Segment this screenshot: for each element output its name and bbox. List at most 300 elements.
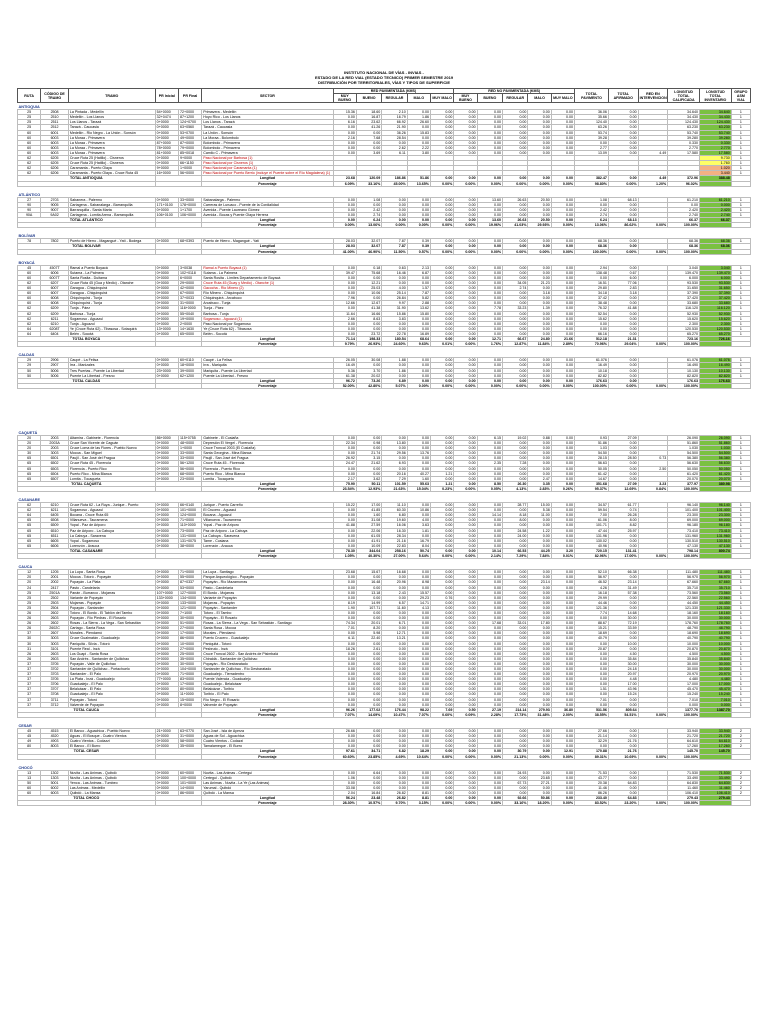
table-cell: 39.280	[700, 135, 732, 140]
table-cell: 62	[18, 306, 41, 311]
table-cell: 12.21	[356, 281, 381, 286]
table-cell: 6003	[41, 145, 69, 150]
table-cell: 0.00	[454, 610, 477, 615]
table-cell: 0+0000	[155, 311, 178, 316]
table-cell: 0.00	[477, 667, 502, 672]
longitud-row-value: 32.07	[356, 244, 381, 249]
table-cell: 0.00	[551, 661, 574, 666]
longitud-row-value: 1.21	[431, 481, 454, 486]
table-cell: 0.00	[382, 456, 407, 461]
table-cell: 56.970	[700, 575, 732, 580]
table-cell: 0.00	[454, 513, 477, 518]
table-cell: 0.00	[356, 140, 381, 145]
table-cell: Certegui - Quibdó	[202, 775, 333, 780]
table-cell: 48+0000	[178, 441, 201, 446]
table-cell: 1.81	[407, 528, 430, 533]
table-cell: 26.82	[382, 791, 407, 796]
table-cell: 0.00	[503, 702, 528, 707]
table-cell: 16.66	[356, 311, 381, 316]
table-cell: 110+0000	[178, 523, 201, 528]
table-cell: 21.720	[700, 734, 732, 739]
department-header-row	[18, 232, 751, 239]
table-cell: 0.00	[382, 641, 407, 646]
table-cell: La Lupa - Santiago	[202, 570, 333, 575]
table-cell: 0.67	[608, 270, 638, 275]
table-cell: 0.00	[407, 125, 430, 130]
table-cell: 1	[731, 580, 750, 585]
table-cell: 0.00	[551, 702, 574, 707]
porcentaje-row-value: 0.00%	[528, 181, 551, 186]
table-cell: 0.00	[503, 291, 528, 296]
table-cell: Guadualejo - Tierradentro	[202, 672, 333, 677]
table-cell: 0.00	[333, 115, 356, 120]
table-cell: 6.00	[608, 275, 638, 280]
table-cell: 1	[731, 533, 750, 538]
table-cell: Puerto de Hierro - Magangué - Yatí	[202, 239, 333, 244]
table-cell: 14.99	[356, 600, 381, 605]
table-cell: 12.66	[333, 301, 356, 306]
table-cell: 9.97	[382, 301, 407, 306]
table-cell: Valverde de Popayán	[202, 702, 333, 707]
table-cell: 0.88	[528, 435, 551, 440]
table-cell: 0.00	[551, 513, 574, 518]
table-cell: 1	[731, 358, 750, 363]
table-cell: 1	[731, 311, 750, 316]
table-cell: 0.00	[608, 207, 638, 212]
table-cell: La Moraa - Bolombolo	[202, 135, 333, 140]
table-cell: 0.00	[431, 265, 454, 270]
table-cell: 20	[18, 580, 41, 585]
porcentaje-row-value: 0.00%	[407, 223, 430, 228]
col-group-no-pavimentada: RED NO PAVIMENTADA (KMS)	[454, 89, 575, 94]
table-cell: 0.00	[477, 744, 502, 749]
table-cell: 6006	[41, 270, 69, 275]
table-cell: 22.06	[356, 528, 381, 533]
table-cell: 2.77	[575, 145, 609, 150]
table-cell: 0.00	[551, 734, 574, 739]
table-cell: Caupé - La Felisa	[202, 358, 333, 363]
table-cell: 7.28	[503, 461, 528, 466]
table-cell: 9A02	[41, 212, 69, 217]
table-cell: 65.270	[700, 331, 732, 336]
table-cell: 31.08	[356, 518, 381, 523]
longitud-row-value: 23.48	[356, 796, 381, 801]
table-cell: 22.78	[382, 331, 407, 336]
table-cell: 0.00	[407, 140, 430, 145]
table-cell: 14.68	[608, 610, 638, 615]
table-cell: 0.00	[608, 115, 638, 120]
table-cell: 79+0000	[178, 145, 201, 150]
table-cell: 1	[731, 373, 750, 378]
table-cell: 0.00	[608, 311, 638, 316]
longitud-row-value: 0.00	[454, 337, 477, 342]
table-cell: 3705	[41, 661, 69, 666]
table-cell: 1	[731, 667, 750, 672]
table-cell: 0+0000	[155, 291, 178, 296]
longitud-row-value: 0.00	[431, 749, 454, 754]
longitud-row-value: 279.43	[668, 796, 700, 801]
table-cell: 0.00	[503, 739, 528, 744]
table-cell: 0.00	[356, 692, 381, 697]
table-cell: 1	[731, 595, 750, 600]
table-cell: 20.16	[382, 471, 407, 476]
table-cell: 0.00	[608, 451, 638, 456]
table-cell: 0.00	[382, 446, 407, 451]
table-cell: 0.00	[477, 697, 502, 702]
table-cell: 13.21	[382, 636, 407, 641]
table-cell: 0.00	[575, 202, 609, 207]
longitud-row-value: 66.37	[668, 218, 700, 223]
porcentaje-row-label: Porcentaje	[202, 383, 333, 388]
table-cell: 61.076	[575, 358, 609, 363]
longitud-row-label: Longitud	[202, 749, 333, 754]
table-cell: 0.00	[356, 616, 381, 621]
table-cell: 6209	[41, 306, 69, 311]
porcentaje-row-value: 7.29%	[503, 554, 528, 559]
table-cell: 87+1200	[178, 115, 201, 120]
table-cell: 0.00	[333, 265, 356, 270]
table-cell: 55+0040	[178, 311, 201, 316]
porcentaje-row-value: 86.62%	[608, 223, 638, 228]
table-cell: 2+0000	[178, 321, 201, 326]
table-cell: 42+0000	[178, 286, 201, 291]
table-cell: 2	[731, 739, 750, 744]
table-cell: 2703	[41, 197, 69, 202]
longitud-row-value: 531.56	[575, 707, 609, 712]
longitud-row-title: TOTAL CAQUETÁ	[18, 481, 156, 486]
table-cell: 0.00	[551, 651, 574, 656]
porcentaje-row-value: 100.00%	[668, 342, 700, 347]
table-cell: 7.010	[668, 697, 700, 702]
table-cell: 0.00	[528, 373, 551, 378]
table-cell: Villanueva - Tauramena	[68, 518, 155, 523]
table-cell: 0.00	[382, 321, 407, 326]
table-cell: 67.660	[668, 580, 700, 585]
table-cell: 15.00	[528, 503, 551, 508]
table-cell: Aguas - El Bosque - Cuatro Vientos	[68, 734, 155, 739]
table-cell: Valverde de Popayán	[68, 702, 155, 707]
table-cell: 24.47	[333, 461, 356, 466]
table-cell: 31.90	[382, 306, 407, 311]
table-cell: 21.74	[356, 451, 381, 456]
table-cell: 0+0000	[155, 321, 178, 326]
table-cell: 0.00	[477, 631, 502, 636]
porcentaje-row-value: 33.16%	[356, 181, 381, 186]
table-cell: 33.490	[700, 775, 732, 780]
table-cell: 0.00	[575, 682, 609, 687]
table-cell: 1	[731, 476, 750, 481]
table-cell: 0.00	[477, 202, 502, 207]
table-cell: 0.00	[528, 301, 551, 306]
table-cell: 0.00	[407, 770, 430, 775]
table-cell: 28.03	[333, 239, 356, 244]
table-cell: 2.16	[333, 135, 356, 140]
table-cell: 78+0000	[155, 145, 178, 150]
table-cell: 0.00	[333, 513, 356, 518]
table-cell: 2.66	[333, 316, 356, 321]
table-cell: 83+0000	[178, 677, 201, 682]
table-cell: 0.00	[503, 125, 528, 130]
table-cell: 131+0075	[178, 538, 201, 543]
porcentaje-row-value: 0.00%	[638, 223, 668, 228]
table-cell: 7+1000	[178, 610, 201, 615]
table-cell: 2003A	[41, 441, 69, 446]
col-pr-inicial: PR Inicial	[155, 89, 178, 103]
table-cell: Puente La Libertad - Fresno	[68, 373, 155, 378]
table-cell: 1	[731, 585, 750, 590]
table-cell: Chiquinquirá - Tunja	[68, 301, 155, 306]
table-cell: 107+0000	[155, 590, 178, 595]
table-cell: 0.00	[551, 212, 574, 217]
table-cell: 25	[18, 600, 41, 605]
table-cell: 6208T	[41, 326, 69, 331]
table-cell: 0.00	[608, 441, 638, 446]
table-cell: 0.00	[503, 265, 528, 270]
table-cell: 10.000	[700, 641, 732, 646]
porcentaje-row-value: 70.96%	[575, 342, 609, 347]
table-cell: 0.00	[503, 135, 528, 140]
table-cell: Avenida - Bocas y Puente Olaya Herrera	[202, 212, 333, 217]
table-cell: 133+0000	[155, 595, 178, 600]
longitud-row-value: 0.00	[382, 218, 407, 223]
table-cell: 0.00	[551, 239, 574, 244]
longitud-row-value: 6.89	[382, 378, 407, 383]
table-cell: 0.00	[356, 466, 381, 471]
table-cell: 16.49	[333, 363, 356, 368]
table-cell: 0+0000	[155, 739, 178, 744]
table-cell: 69.000	[668, 518, 700, 523]
table-cell: 25	[18, 120, 41, 125]
table-cell: 56.97	[575, 575, 609, 580]
table-cell: 0.00	[503, 331, 528, 336]
table-cell: 127+0000	[178, 590, 201, 595]
table-cell: 0.00	[503, 451, 528, 456]
table-cell: 0.00	[431, 641, 454, 646]
table-cell: 0.00	[528, 461, 551, 466]
table-cell: 2003	[41, 435, 69, 440]
department-name: ATLÁNTICO	[18, 192, 41, 197]
table-cell: Cruce Ruta 25 (Hatillo) - Cisneros	[68, 161, 155, 166]
table-cell: 0.00	[431, 687, 454, 692]
longitud-row-title: TOTAL CESAR	[18, 749, 156, 754]
table-cell: 0.00	[668, 202, 700, 207]
table-cell: 19.60	[382, 518, 407, 523]
table-cell: 0.00	[528, 729, 551, 734]
table-cell: 71+0000	[178, 672, 201, 677]
table-cell: Bocana - Cruce Ruta 65	[68, 513, 155, 518]
table-cell: 0.00	[333, 651, 356, 656]
table-cell: 2.17	[333, 476, 356, 481]
table-cell: 0.00	[454, 441, 477, 446]
table-cell: 15.240	[668, 692, 700, 697]
table-cell: 1	[731, 291, 750, 296]
porcentaje-row-value: 0.00%	[608, 249, 638, 254]
header-line-2: ESTADO DE LA RED VIAL (ESTADO TECNICO) PRIMER SEMESTRE 2019	[314, 75, 454, 80]
table-cell: 82.820	[668, 373, 700, 378]
table-cell: 4903	[41, 739, 69, 744]
table-cell: 0.00	[575, 661, 609, 666]
table-cell: 0.00	[454, 626, 477, 631]
longitud-row-value: 98.22	[407, 707, 430, 712]
longitud-row-value: 0.00	[431, 378, 454, 383]
table-cell: 6007	[41, 291, 69, 296]
table-cell: 44.450	[700, 600, 732, 605]
table-cell: 1	[731, 286, 750, 291]
table-cell: 7802	[41, 239, 69, 244]
table-cell: 0+0000	[155, 702, 178, 707]
table-cell: 0.00	[454, 503, 477, 508]
longitud-row-value: 7.69	[431, 707, 454, 712]
table-cell: 0.00	[382, 780, 407, 785]
table-cell: Nuvita - Las Animas - Quibdó	[68, 775, 155, 780]
longitud-row-value: 50.11	[356, 481, 381, 486]
table-cell: 67+0000	[178, 291, 201, 296]
table-cell: 0.00	[503, 508, 528, 513]
table-cell: 0.00	[431, 456, 454, 461]
table-cell: 0+0000	[155, 646, 178, 651]
longitud-row-value: 0.00	[503, 378, 528, 383]
longitud-row-value: 176.63	[575, 378, 609, 383]
table-cell: 0.00	[356, 321, 381, 326]
table-cell: 0.00	[431, 125, 454, 130]
table-cell: Villanueva - Tauramena	[202, 518, 333, 523]
longitud-row-value: 0.00	[454, 218, 477, 223]
table-cell: Primavera - Medellín	[202, 110, 333, 115]
table-cell: 0.00	[407, 682, 430, 687]
table-cell: 27.21	[528, 780, 551, 785]
table-cell: 0.00	[333, 595, 356, 600]
table-cell: 0.00	[528, 296, 551, 301]
table-cell: 1	[731, 656, 750, 661]
table-cell: 27.66	[575, 729, 609, 734]
porcentaje-row-value: 0.00%	[638, 712, 668, 717]
report-header	[17, 70, 751, 85]
table-cell: 0.00	[407, 616, 430, 621]
table-cell: 0+0000	[155, 791, 178, 796]
table-cell: 0.00	[454, 687, 477, 692]
table-cell: 130.510	[700, 538, 732, 543]
table-cell: 16.490	[700, 363, 732, 368]
table-cell: 0.00	[454, 311, 477, 316]
table-cell: 0.00	[528, 286, 551, 291]
table-cell: 0.00	[431, 207, 454, 212]
table-cell: 0.00	[528, 331, 551, 336]
table-cell: 0.00	[382, 739, 407, 744]
table-cell: 10.000	[668, 641, 700, 646]
table-cell: 0.00	[454, 672, 477, 677]
table-cell: 0.00	[503, 791, 528, 796]
table-cell: 73.410	[700, 528, 732, 533]
table-cell: 6.15	[477, 435, 502, 440]
table-cell: 37	[18, 682, 41, 687]
table-cell: 0.00	[503, 212, 528, 217]
table-cell: 40.27	[407, 471, 430, 476]
table-cell: 0.000	[668, 702, 700, 707]
table-cell: Ramal a Puerto Boyacá (1)	[202, 265, 333, 270]
table-cell: 0.00	[431, 523, 454, 528]
table-cell: 0.00	[333, 533, 356, 538]
table-cell: 0.74	[608, 508, 638, 513]
table-cell: 0.00	[503, 636, 528, 641]
porcentaje-row-value: 1.76%	[477, 342, 502, 347]
table-cell: 0.00	[608, 239, 638, 244]
longitud-row-label: Longitud	[202, 796, 333, 801]
table-cell: 0.00	[551, 197, 574, 202]
table-cell: 0.00	[431, 631, 454, 636]
table-cell: 96.180	[700, 523, 732, 528]
table-cell: Belén - Socotá	[68, 331, 155, 336]
table-cell: 10.130	[700, 368, 732, 373]
longitud-row-value: 176.63	[668, 378, 700, 383]
table-cell: 37	[18, 667, 41, 672]
porcentaje-row-value: 5.07%	[382, 383, 407, 388]
table-cell: 0.00	[333, 125, 356, 130]
table-cell: 0+0000	[155, 446, 178, 451]
table-cell: 71+0000	[178, 570, 201, 575]
table-cell: 0.00	[477, 734, 502, 739]
table-cell: 15.62	[575, 316, 609, 321]
longitud-row-value: 6.82	[382, 749, 407, 754]
table-cell: 33+0000	[178, 456, 201, 461]
table-cell: 0.00	[551, 301, 574, 306]
table-cell: 0+0000	[155, 656, 178, 661]
longitud-row-value: 26.82	[382, 796, 407, 801]
table-cell: 0.00	[575, 672, 609, 677]
porcentaje-row-value: 19.96%	[477, 223, 502, 228]
table-cell: 124.430	[700, 120, 732, 125]
table-cell: 61.420	[668, 471, 700, 476]
table-cell: 26	[18, 616, 41, 621]
table-cell: 6503	[41, 466, 69, 471]
porcentaje-row-value: 100.00%	[668, 754, 700, 759]
table-cell: 67.660	[700, 580, 732, 585]
table-cell: 8.63	[356, 316, 381, 321]
table-cell: 0.00	[454, 135, 477, 140]
table-cell: 96.140	[668, 503, 700, 508]
table-cell: 0+0000	[155, 461, 178, 466]
table-cell: 124+0000	[178, 513, 201, 518]
table-cell: 6.000	[700, 275, 732, 280]
porcentaje-row-value: 0.00%	[477, 249, 502, 254]
table-cell: 18.26	[333, 646, 356, 651]
table-cell: 44.450	[668, 600, 700, 605]
table-cell: San José - Isla de Ayerza	[202, 729, 333, 734]
col-total-afirmado: TOTAL AFIRMADO	[608, 89, 638, 103]
porcentaje-row-value: 0.60%	[431, 712, 454, 717]
table-cell: 0.00	[431, 446, 454, 451]
table-cell: 20	[18, 446, 41, 451]
table-cell: Santa Rosa - Mocoa	[202, 626, 333, 631]
table-cell: 0.00	[454, 575, 477, 580]
table-cell: 60	[18, 296, 41, 301]
longitud-row-value: 68.36	[700, 244, 732, 249]
table-cell: 61.210	[668, 197, 700, 202]
table-cell: 27.09	[608, 435, 638, 440]
table-cell: 133+0000	[178, 600, 201, 605]
table-cell: 60	[18, 140, 41, 145]
table-cell: 96.140	[700, 503, 732, 508]
table-cell: 7.010	[700, 697, 732, 702]
table-cell: 60	[18, 150, 41, 155]
table-cell: 29.99	[575, 595, 609, 600]
table-cell: 0.00	[431, 150, 454, 155]
porcentaje-row-value: 95.37%	[575, 486, 609, 491]
table-cell: 1	[731, 331, 750, 336]
table-cell: 1	[731, 326, 750, 331]
table-cell: 0.00	[333, 197, 356, 202]
table-cell: 0.00	[431, 301, 454, 306]
table-cell: 2.62	[382, 145, 407, 150]
